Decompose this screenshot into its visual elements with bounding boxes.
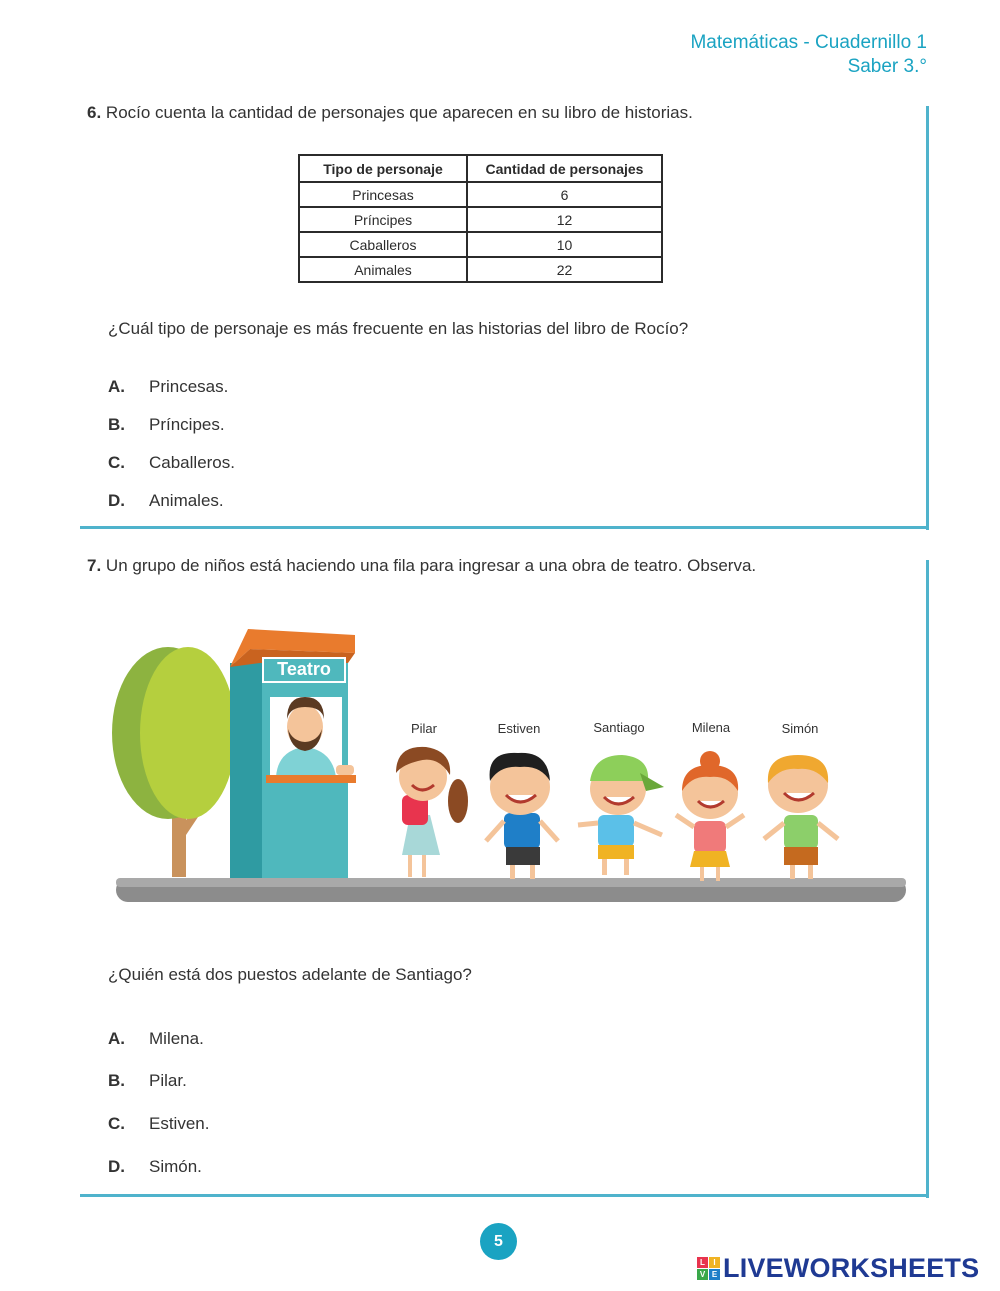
option-letter: D.: [108, 491, 125, 510]
theater-queue-illustration: [100, 615, 910, 915]
q6-question: ¿Cuál tipo de personaje es más frecuente en las historias del libro de Rocío?: [108, 319, 689, 338]
child-simon-graphic: [764, 755, 838, 879]
table-cell: 6: [467, 182, 662, 207]
liveworksheets-logo[interactable]: [697, 1253, 979, 1284]
header-grade: Saber 3.°: [847, 56, 927, 77]
option-text: Milena.: [149, 1029, 204, 1048]
q7-option-a[interactable]: [108, 1029, 204, 1049]
table-row: [299, 182, 662, 207]
child-santiago-graphic: [578, 755, 664, 875]
logo-block: E: [709, 1269, 720, 1280]
table-cell: Animales: [299, 257, 467, 282]
option-text: Estiven.: [149, 1114, 210, 1133]
table-header-type: Tipo de personaje: [299, 155, 467, 182]
table-header-row: [299, 155, 662, 182]
q6-option-d[interactable]: [108, 491, 224, 511]
option-letter: C.: [108, 1114, 125, 1133]
logo-block: I: [709, 1257, 720, 1268]
scene-svg: [100, 615, 910, 910]
option-text: Animales.: [149, 491, 224, 510]
table-cell: 22: [467, 257, 662, 282]
table-row: [299, 207, 662, 232]
option-text: Simón.: [149, 1157, 202, 1176]
logo-block: V: [697, 1269, 708, 1280]
option-letter: A.: [108, 1029, 125, 1048]
table-cell: Caballeros: [299, 232, 467, 257]
page-header: [690, 31, 927, 79]
q7-text: Un grupo de niños está haciendo una fila para ingresar a una obra de teatro. Observa.: [105, 556, 757, 575]
table-row: [299, 232, 662, 257]
q6-frame-bottom: [80, 526, 929, 529]
logo-wordmark: LIVEWORKSHEETS: [723, 1253, 980, 1283]
option-text: Princesas.: [149, 377, 229, 396]
q7-statement: [87, 556, 756, 576]
table-cell: Príncipes: [299, 207, 467, 232]
q7-question: ¿Quién está dos puestos adelante de Santiago?: [108, 965, 472, 984]
q6-statement: [87, 103, 693, 123]
characters-table: [298, 154, 663, 283]
q6-number: 6.: [87, 103, 102, 122]
page-number-badge: 5: [480, 1223, 517, 1260]
q6-option-c[interactable]: [108, 453, 235, 473]
q7-option-d[interactable]: [108, 1157, 202, 1177]
child-pilar-graphic: [396, 747, 468, 877]
table-header-count: Cantidad de personajes: [467, 155, 662, 182]
option-letter: B.: [108, 415, 125, 434]
q7-frame-bottom: [80, 1194, 929, 1197]
q7-number: 7.: [87, 556, 102, 575]
q6-option-a[interactable]: [108, 377, 228, 397]
q7-option-b[interactable]: [108, 1071, 187, 1091]
logo-block: L: [697, 1257, 708, 1268]
child-estiven-graphic: [486, 753, 558, 879]
q7-option-c[interactable]: [108, 1114, 209, 1134]
child-name-estiven: Estiven: [497, 721, 541, 736]
q6-frame-right: [926, 106, 929, 530]
option-text: Pilar.: [149, 1071, 187, 1090]
child-name-milena: Milena: [691, 720, 731, 735]
child-name-simon: Simón: [781, 721, 819, 736]
option-letter: C.: [108, 453, 125, 472]
q7-frame-right: [926, 560, 929, 1198]
option-letter: B.: [108, 1071, 125, 1090]
q6-option-b[interactable]: [108, 415, 225, 435]
child-name-santiago: Santiago: [593, 720, 645, 735]
table-row: [299, 257, 662, 282]
q6-text: Rocío cuenta la cantidad de personajes que aparecen en su libro de historias.: [105, 103, 693, 122]
table-cell: 12: [467, 207, 662, 232]
tree-graphic: [112, 647, 236, 877]
table-cell: Princesas: [299, 182, 467, 207]
table-cell: 10: [467, 232, 662, 257]
booth-sign-text: Teatro: [277, 659, 331, 679]
ticket-booth-graphic: [230, 629, 356, 878]
option-letter: A.: [108, 377, 125, 396]
option-text: Príncipes.: [149, 415, 225, 434]
option-text: Caballeros.: [149, 453, 235, 472]
header-subject: Matemáticas - Cuadernillo 1: [690, 32, 927, 53]
child-name-pilar: Pilar: [410, 721, 438, 736]
option-letter: D.: [108, 1157, 125, 1176]
child-milena-graphic: [676, 751, 744, 881]
logo-blocks-icon: [697, 1257, 720, 1280]
